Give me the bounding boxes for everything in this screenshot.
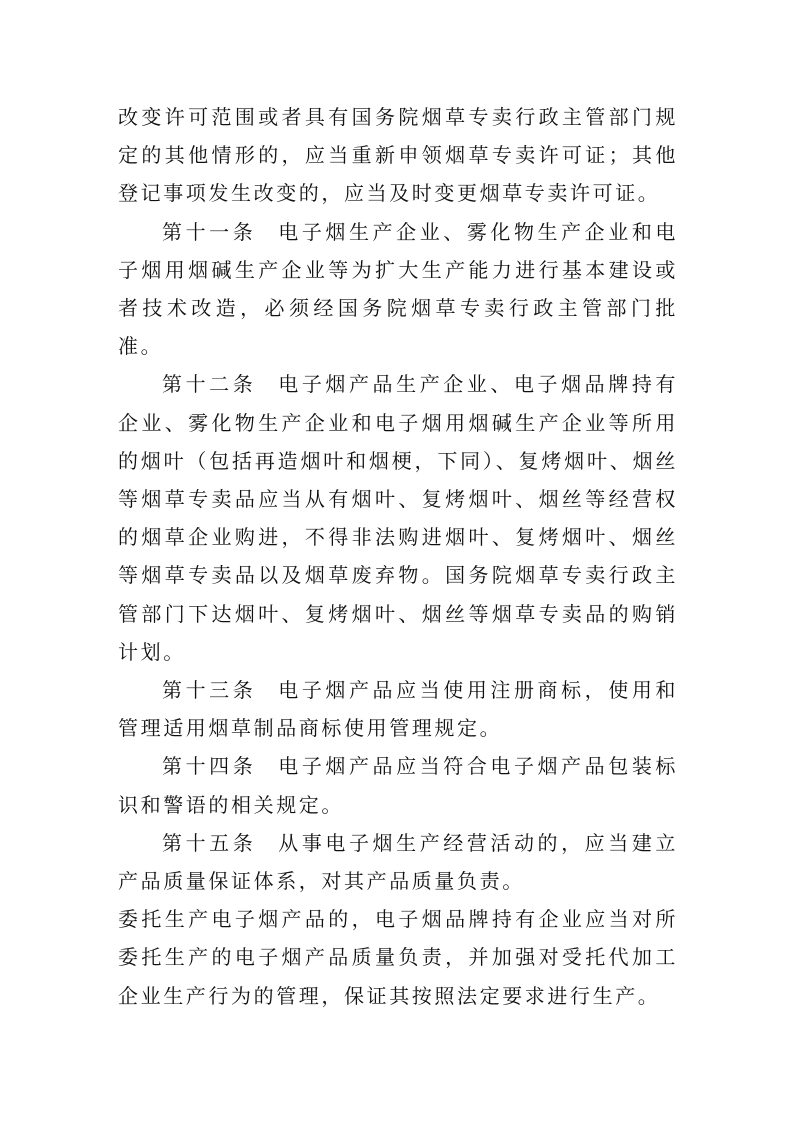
article-13 [118,671,678,747]
article-12 [118,365,678,671]
paragraph-text: 电子烟生产企业、雾化物生产企业和电子烟用烟碱生产企业等为扩大生产能力进行基本建设或者技术改造，必须经国务院烟草专卖行政主管部门批准。 [118,219,678,359]
article-number: 第十二条 [162,372,257,397]
article-number: 第十三条 [162,678,257,703]
paragraph-text: 电子烟产品生产企业、电子烟品牌持有企业、雾化物生产企业和电子烟用烟碱生产企业等所用的烟叶（包括再造烟叶和烟梗，下同）、复烤烟叶、烟丝等烟草专卖品应当从有烟叶、复烤烟叶、烟丝等经营权的烟草企业购进，不得非法购进烟叶、复烤烟叶、烟丝等烟草专卖品以及烟草废弃物。国务院烟草专卖行政主管部门下达烟叶、复烤烟叶、烟丝等烟草专卖品的购销计划。 [118,372,678,664]
article-15 [118,824,678,900]
article-11 [118,213,678,366]
paragraph-text: 电子烟产品应当符合电子烟产品包装标识和警语的相关规定。 [118,754,678,817]
article-number: 第十四条 [162,754,257,779]
paragraph-text: 从事电子烟生产经营活动的，应当建立产品质量保证体系，对其产品质量负责。 [118,830,678,894]
article-14 [118,747,678,823]
article-number: 第十五条 [162,830,257,855]
document-body [118,98,678,1015]
article-15-second-paragraph [118,900,678,1015]
paragraph-text: 改变许可范围或者具有国务院烟草专卖行政主管部门规定的其他情形的，应当重新申领烟草专卖许可证；其他登记事项发生改变的，应当及时变更烟草专卖许可证。 [118,105,678,206]
paragraph-text: 电子烟产品应当使用注册商标，使用和管理适用烟草制品商标使用管理规定。 [118,678,678,741]
paragraph-continuation [118,98,678,213]
paragraph-text: 委托生产电子烟产品的，电子烟品牌持有企业应当对所委托生产的电子烟产品质量负责，并加强对受托代加工企业生产行为的管理，保证其按照法定要求进行生产。 [118,907,678,1008]
article-number: 第十一条 [162,219,257,244]
